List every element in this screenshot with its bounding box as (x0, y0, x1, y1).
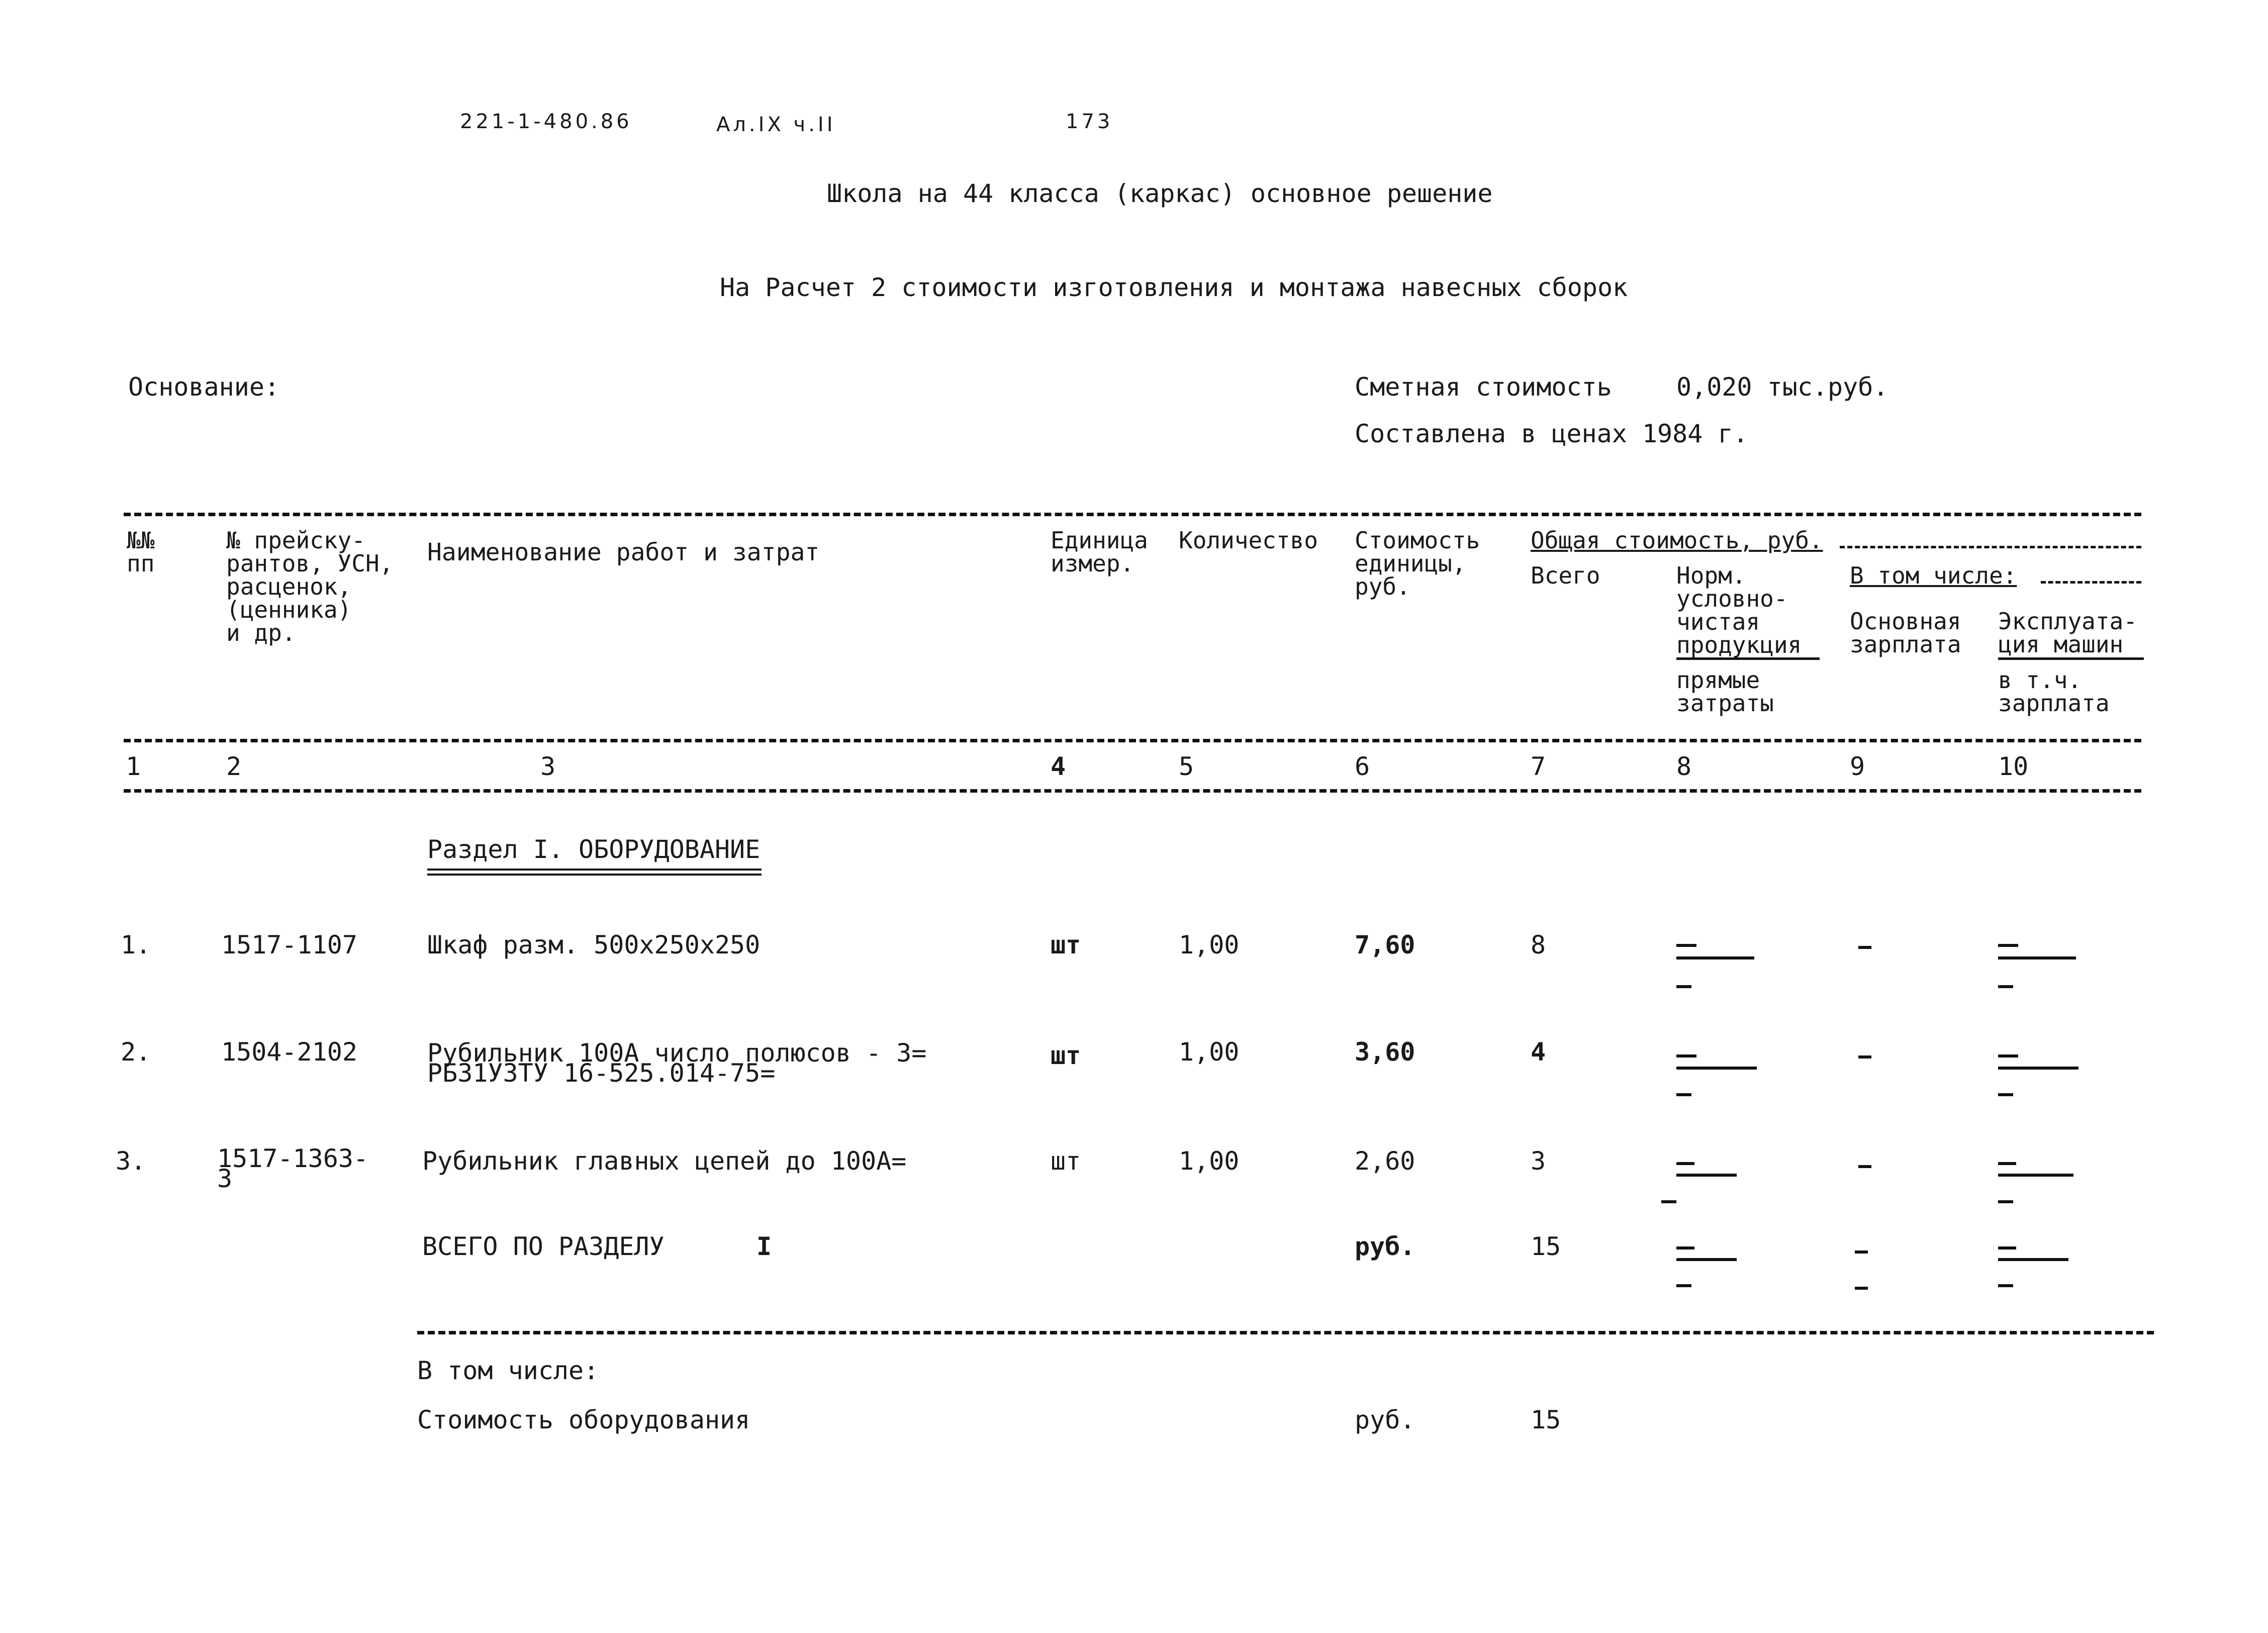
col-header-normative-output: Норм. условно- чистая продукция (1676, 562, 1802, 658)
row-2-unit-price: 3,60 (1355, 1037, 1415, 1067)
col-header-direct-costs: прямые затраты (1676, 666, 1774, 717)
row-2-normative-dash (1676, 1054, 1696, 1058)
subtotal-label: ВСЕГО ПО РАЗДЕЛУ (422, 1232, 665, 1261)
row-3-unit-price: 2,60 (1355, 1146, 1415, 1176)
row-1-unit-price: 7,60 (1355, 930, 1415, 959)
col-header-base-salary: Основная зарплата (1850, 608, 1961, 658)
footer-in-that-label: В том числе: (417, 1356, 599, 1385)
col-header-name: Наименование работ и затрат (427, 538, 820, 566)
header-top-rule (124, 513, 2141, 516)
row-1-name: Шкаф разм. 500х250х250 (427, 930, 761, 959)
subtotal-normative-dash (1676, 1246, 1694, 1250)
prices-year-label: Составлена в ценах 1984 г. (1355, 419, 1748, 448)
row-3-incl-salary-dash (1998, 1200, 2013, 1203)
equipment-cost-label: Стоимость оборудования (417, 1405, 750, 1434)
section-title-double-underline (427, 869, 762, 876)
row-3-normative-value (1676, 1148, 1691, 1174)
page-number: 173 (1066, 110, 1113, 133)
col-header-machine-operation: Эксплуата- ция машин (1998, 608, 2137, 658)
subtotal-section-ref: I (757, 1232, 772, 1261)
document-subtitle: На Расчет 2 стоимости изготовления и монтажа навесных сборок (720, 273, 1628, 302)
subtotal-salary-dash-lower (1855, 1287, 1868, 1290)
row-2-salary-dash (1858, 1055, 1871, 1059)
subtotal-machine-underline (1998, 1258, 2068, 1261)
subtotal-direct-costs-dash (1676, 1284, 1691, 1287)
row-2-number: 2. (121, 1037, 151, 1067)
row-3-machine-value (1998, 1148, 2013, 1174)
subtotal-machine-dash (1998, 1246, 2016, 1250)
col-number-3: 3 (540, 752, 556, 781)
basis-label: Основание: (128, 372, 280, 402)
subtotal-normative-underline (1676, 1258, 1737, 1261)
col-number-8: 8 (1676, 752, 1692, 781)
row-1-unit: шт (1051, 930, 1081, 959)
row-1-number: 1. (121, 930, 151, 959)
header-bottom-rule (124, 739, 2141, 742)
col-header-unit-price: Стоимость единицы, руб. (1355, 527, 1480, 600)
col-header-total: Всего (1531, 562, 1600, 589)
row-1-machine-underline (1998, 956, 2076, 959)
document-title: Школа на 44 класса (каркас) основное решение (827, 179, 1493, 208)
section-end-rule (417, 1331, 2154, 1334)
row-1-salary-dash (1858, 946, 1871, 949)
row-2-machine-dash (1998, 1054, 2018, 1058)
row-3-machine-underline (1998, 1174, 2073, 1177)
row-3-total: 3 (1531, 1146, 1546, 1176)
subtotal-total: 15 (1531, 1232, 1561, 1261)
in-that-rule (2041, 581, 2141, 584)
total-group-rule (1840, 546, 2141, 548)
section-title: Раздел I. ОБОРУДОВАНИЕ (427, 835, 761, 864)
row-1-code: 1517-1107 (221, 930, 357, 959)
document-code: 221-1-480.86 (460, 110, 632, 133)
row-2-code: 1504-2102 (221, 1037, 357, 1067)
subtotal-unit: руб. (1355, 1232, 1415, 1261)
col-header-in-that: В том числе: (1850, 562, 2017, 589)
row-1-normative-dash (1676, 944, 1696, 947)
subtotal-salary-value (1850, 1234, 1865, 1259)
row-2-machine-underline (1998, 1067, 2078, 1070)
row-1-incl-salary-dash (1998, 985, 2013, 988)
row-2-salary-value (1850, 1039, 1865, 1065)
col-number-4: 4 (1051, 752, 1066, 781)
row-2-normative-underline (1676, 1067, 1757, 1070)
col-number-5: 5 (1179, 752, 1194, 781)
row-2-total: 4 (1531, 1037, 1546, 1067)
estimate-label: Сметная стоимость (1355, 372, 1612, 402)
row-1-salary-value (1850, 932, 1865, 957)
row-1-normative-underline (1676, 956, 1754, 959)
subtotal-salary-dash (1855, 1251, 1868, 1254)
col-number-10: 10 (1998, 752, 2029, 781)
row-3-normative-dash (1676, 1162, 1694, 1165)
row-2-unit: шт (1051, 1041, 1081, 1070)
row-3-machine-dash (1998, 1162, 2016, 1165)
row-1-direct-costs-dash (1676, 985, 1691, 988)
row-3-salary-value (1850, 1148, 1865, 1174)
row-3-quantity: 1,00 (1179, 1146, 1240, 1176)
col-header-pricelist: № прейску- рантов, УСН, расценок, (ценника) и др. (226, 527, 394, 646)
col-header-number: №№ пп (127, 527, 155, 577)
row-3-unit: шт (1051, 1146, 1081, 1176)
row-2-direct-costs-dash (1676, 1093, 1691, 1096)
row-3-number: 3. (116, 1146, 146, 1176)
subtotal-incl-salary-dash (1998, 1284, 2013, 1287)
row-2-incl-salary-dash (1998, 1093, 2013, 1096)
row-2-machine-value (1998, 1039, 2013, 1065)
col-number-7: 7 (1531, 752, 1546, 781)
row-3-name: Рубильник главных цепей до 100А= (422, 1146, 907, 1176)
album-reference: Ал.IX ч.II (716, 113, 836, 136)
row-2-quantity: 1,00 (1179, 1037, 1240, 1067)
col-number-2: 2 (226, 752, 242, 781)
row-1-machine-dash (1998, 944, 2018, 947)
row-2-normative-value (1676, 1039, 1691, 1065)
col-header-unit: Единица измер. (1051, 527, 1148, 577)
col-number-6: 6 (1355, 752, 1370, 781)
row-3-direct-costs-dash (1661, 1200, 1676, 1203)
equipment-cost-unit: руб. (1355, 1405, 1415, 1434)
row-1-total: 8 (1531, 930, 1546, 959)
col-number-1: 1 (126, 752, 141, 781)
row-2-name: Рубильник 100А число полюсов - 3= РБ31УЗТУ 16-525.014-75= (427, 1038, 927, 1088)
col-number-9: 9 (1850, 752, 1865, 781)
row-1-quantity: 1,00 (1179, 930, 1240, 959)
col-header-total-group: Общая стоимость, руб. (1531, 527, 1823, 554)
col-header-quantity: Количество (1179, 527, 1318, 554)
col-header-incl-salary: в т.ч. зарплата (1998, 666, 2110, 717)
row-3-code: 1517-1363- 3 (217, 1144, 369, 1193)
column-numbers-rule (124, 789, 2141, 793)
row-3-normative-underline (1676, 1174, 1737, 1177)
equipment-cost-value: 15 (1531, 1405, 1561, 1434)
estimate-value: 0,020 тыс.руб. (1676, 372, 1888, 402)
normative-output-underline (1676, 657, 1820, 660)
row-3-salary-dash (1858, 1165, 1871, 1168)
machine-operation-underline (1998, 657, 2144, 660)
